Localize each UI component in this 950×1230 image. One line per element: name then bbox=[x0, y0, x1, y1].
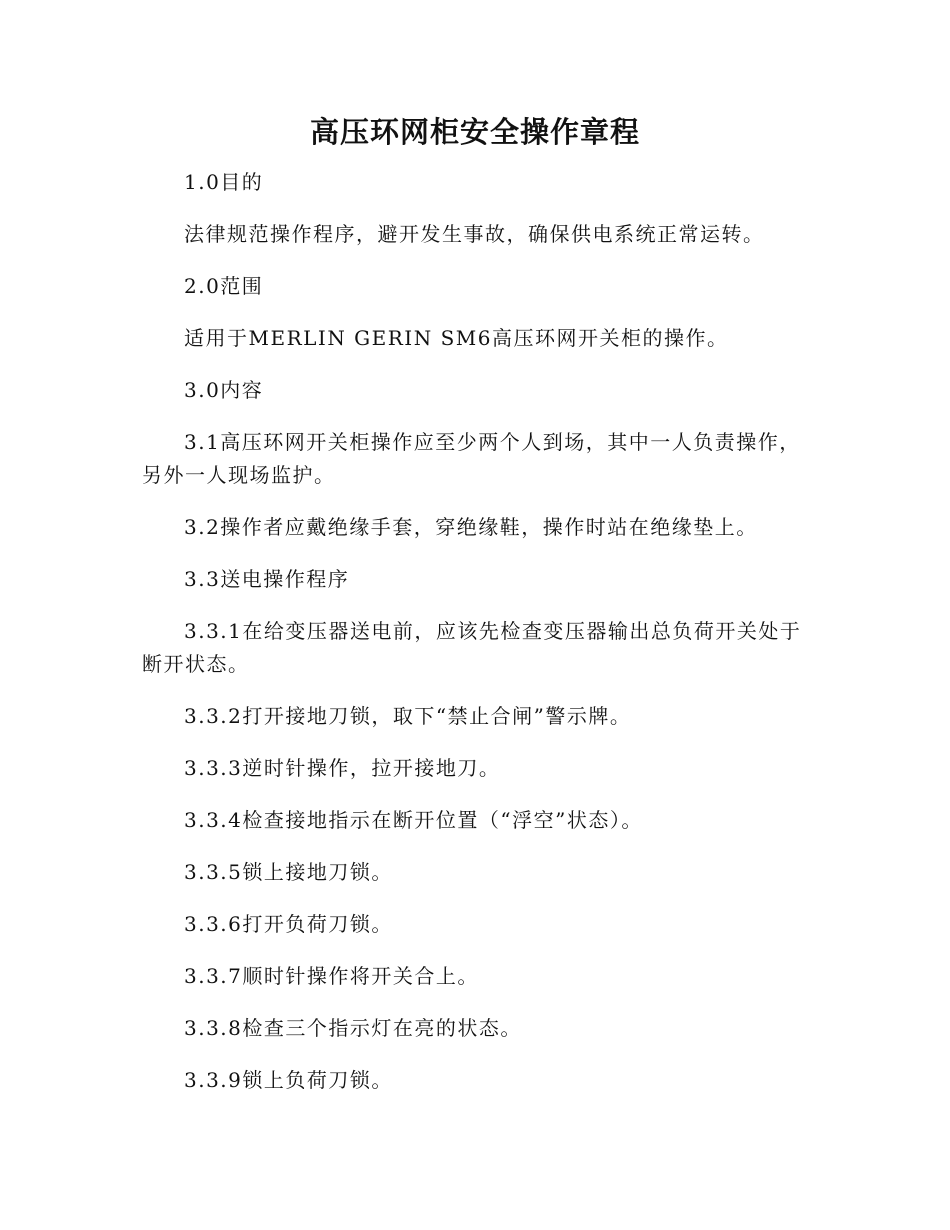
paragraph-3-1: 3.1高压环网开关柜操作应至少两个人到场，其中一人负责操作，另外一人现场监护。 bbox=[142, 430, 801, 487]
paragraph-3-3-6: 3.3.6打开负荷刀锁。 bbox=[184, 912, 393, 936]
paragraph-3-3: 3.3送电操作程序 bbox=[184, 567, 350, 591]
paragraph-scope-text: 适用于MERLIN GERIN SM6高压环网开关柜的操作。 bbox=[184, 326, 729, 350]
paragraph-3-2: 3.2操作者应戴绝缘手套，穿绝缘鞋，操作时站在绝缘垫上。 bbox=[184, 515, 758, 539]
document-body bbox=[142, 166, 822, 1116]
document-title: 高压环网柜安全操作章程 bbox=[309, 115, 640, 149]
paragraph-3-3-7: 3.3.7顺时针操作将开关合上。 bbox=[184, 964, 479, 988]
paragraph-purpose-heading: 1.0目的 bbox=[184, 170, 264, 194]
paragraph-3-3-3: 3.3.3逆时针操作，拉开接地刀。 bbox=[184, 756, 501, 780]
paragraph-3-3-1: 3.3.1在给变压器送电前，应该先检查变压器输出总负荷开关处于断开状态。 bbox=[142, 619, 802, 676]
paragraph-3-3-9: 3.3.9锁上负荷刀锁。 bbox=[184, 1068, 393, 1092]
paragraph-scope-heading: 2.0范围 bbox=[184, 274, 264, 298]
paragraph-3-3-2: 3.3.2打开接地刀锁，取下“禁止合闸”警示牌。 bbox=[184, 704, 632, 728]
paragraph-3-3-4: 3.3.4检查接地指示在断开位置（“浮空”状态）。 bbox=[184, 808, 643, 832]
paragraph-3-3-8: 3.3.8检查三个指示灯在亮的状态。 bbox=[184, 1016, 522, 1040]
paragraph-3-3-5: 3.3.5锁上接地刀锁。 bbox=[184, 860, 393, 884]
paragraph-purpose-text: 法律规范操作程序，避开发生事故，确保供电系统正常运转。 bbox=[184, 222, 765, 246]
paragraph-content-heading: 3.0内容 bbox=[184, 378, 264, 402]
